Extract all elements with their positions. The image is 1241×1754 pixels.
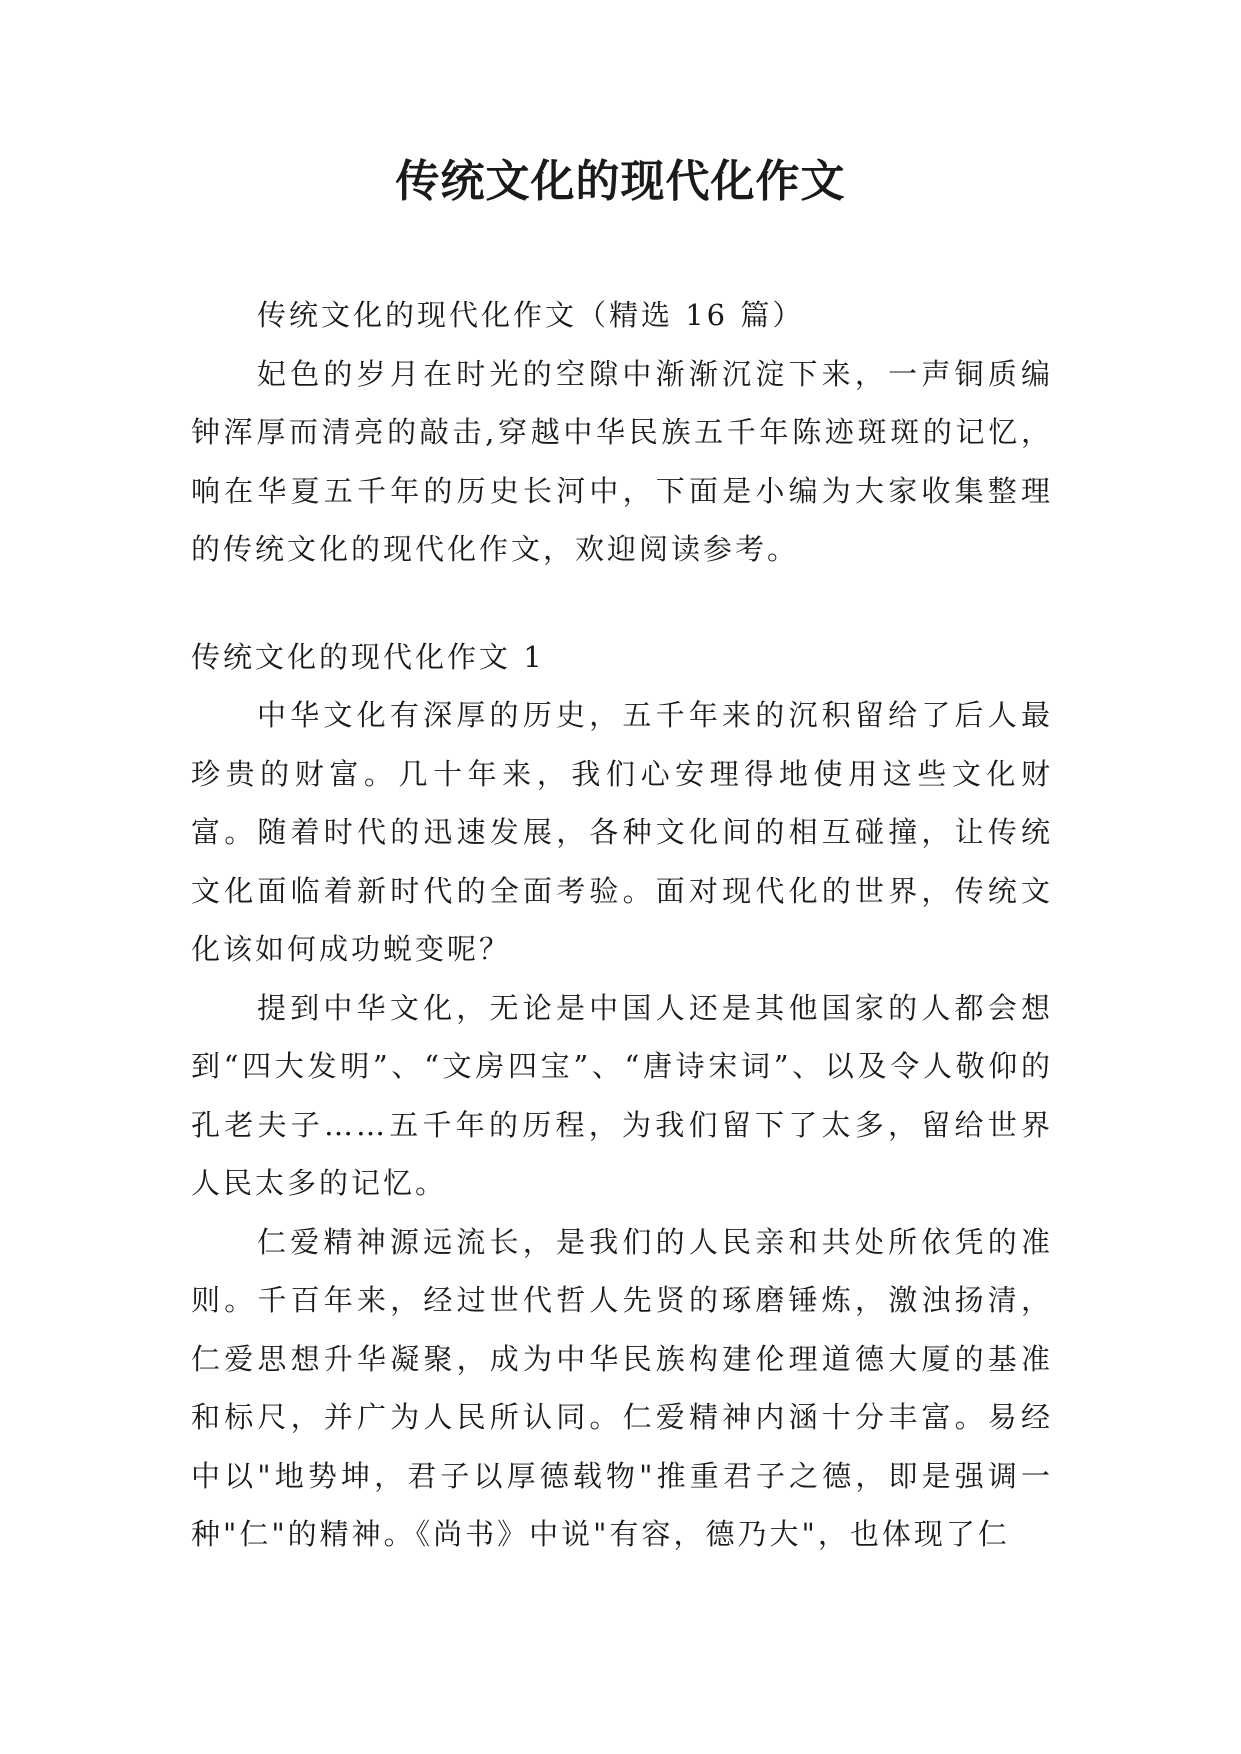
intro-paragraph: 妃色的岁月在时光的空隙中渐渐沉淀下来，一声铜质编钟浑厚而清亮的敲击,穿越中华民族五千年陈迹斑斑的记忆，响在华夏五千年的历史长河中，下面是小编为大家收集整理的传统文化的现代化作文，欢迎阅读参考。: [191, 356, 1053, 566]
document-title: 传统文化的现代化作文: [395, 156, 846, 207]
intro-line: 传统文化的现代化作文（精选 16 篇）: [257, 298, 805, 332]
section-gap: [191, 579, 1053, 628]
body-paragraph: 中华文化有深厚的历史，五千年来的沉积留给了后人最珍贵的财富。几十年来，我们心安理得地使用这些文化财富。随着时代的迅速发展，各种文化间的相互碰撞，让传统文化面临着新时代的全面考验。面对现代化的世界，传统文化该如何成功蜕变呢？: [191, 698, 1053, 966]
body-paragraph: 仁爱精神源远流长，是我们的人民亲和共处所依凭的准则。千百年来，经过世代哲人先贤的琢磨锤炼，激浊扬清，仁爱思想升华凝聚，成为中华民族构建伦理道德大厦的基准和标尺，并广为人民所认同。仁爱精神内涵十分丰富。易经中以"地势坤，君子以厚德载物"推重君子之德，即是强调一种"仁"的精神。《尚书》中说"有容，德乃大"，也体现了仁: [191, 1224, 1053, 1551]
section-heading: 传统文化的现代化作文 1: [191, 639, 545, 674]
body-paragraph: 提到中华文化，无论是中国人还是其他国家的人都会想到“四大发明”、“文房四宝”、“唐诗宋词”、以及令人敬仰的孔老夫子……五千年的历程，为我们留下了太多，留给世界人民太多的记忆。: [191, 990, 1053, 1200]
document-body: [191, 286, 1053, 1564]
